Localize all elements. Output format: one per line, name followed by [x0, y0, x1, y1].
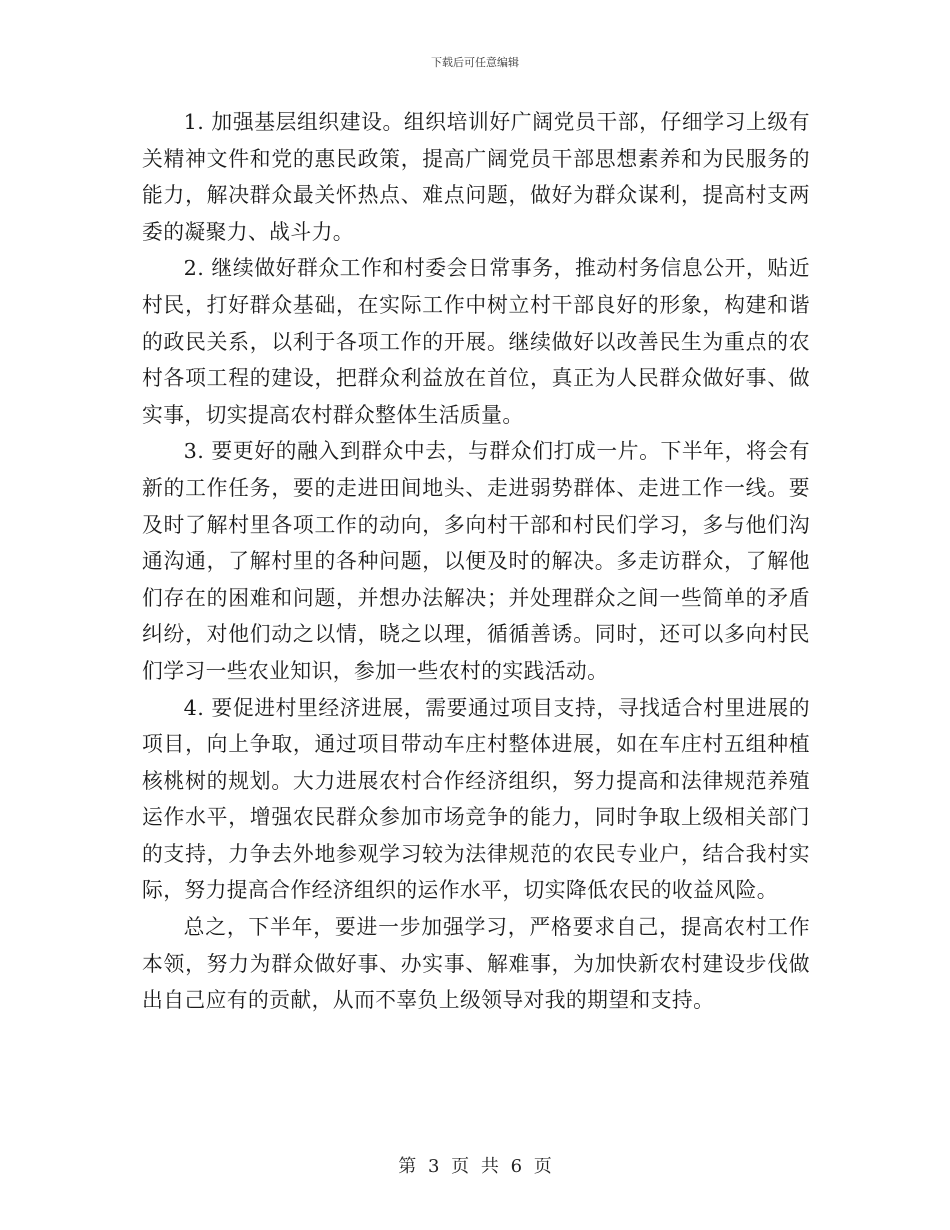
- paragraph-3: 3. 要更好的融入到群众中去，与群众们打成一片。下半年，将会有新的工作任务，要的走进田间地头、走进弱势群体、走进工作一线。要及时了解村里各项工作的动向，多向村干部和村民们学习，多与他们沟通沟通，了解村里的各种问题，以便及时的解决。多走访群众，了解他们存在的困难和问题，并想办法解决；并处理群众之间一些简单的矛盾纠纷，对他们动之以情，晓之以理，循循善诱。同时，还可以多向村民们学习一些农业知识，参加一些农村的实践活动。: [142, 439, 810, 683]
- paragraph-4: 4. 要促进村里经济进展，需要通过项目支持，寻找适合村里进展的项目，向上争取，通过项目带动车庄村整体进展，如在车庄村五组种植核桃树的规划。大力进展农村合作经济组织，努力提高和法律规范养殖运作水平，增强农民群众参加市场竞争的能力，同时争取上级相关部门的支持，力争去外地参观学习较为法律规范的农民专业户，结合我村实际，努力提高合作经济组织的运作水平，切实降低农民的收益风险。: [142, 695, 810, 903]
- document-body: [142, 104, 810, 1019]
- paragraph-summary: 总之，下半年，要进一步加强学习，严格要求自己，提高农村工作本领，努力为群众做好事、办实事、解难事，为加快新农村建设步伐做出自己应有的贡献，从而不辜负上级领导对我的期望和支持。: [142, 915, 810, 1013]
- page-number: 第 3 页 共 6 页: [398, 1156, 552, 1177]
- paragraph-1: 1. 加强基层组织建设。组织培训好广阔党员干部，仔细学习上级有关精神文件和党的惠民政策，提高广阔党员干部思想素养和为民服务的能力，解决群众最关怀热点、难点问题，做好为群众谋利，提高村支两委的凝聚力、战斗力。: [142, 110, 810, 244]
- page-header: 下载后可任意编辑: [431, 56, 519, 69]
- paragraph-2: 2. 继续做好群众工作和村委会日常事务，推动村务信息公开，贴近村民，打好群众基础，在实际工作中树立村干部良好的形象，构建和谐的政民关系，以利于各项工作的开展。继续做好以改善民生为重点的农村各项工程的建设，把群众利益放在首位，真正为人民群众做好事、做实事，切实提高农村群众整体生活质量。: [142, 256, 810, 427]
